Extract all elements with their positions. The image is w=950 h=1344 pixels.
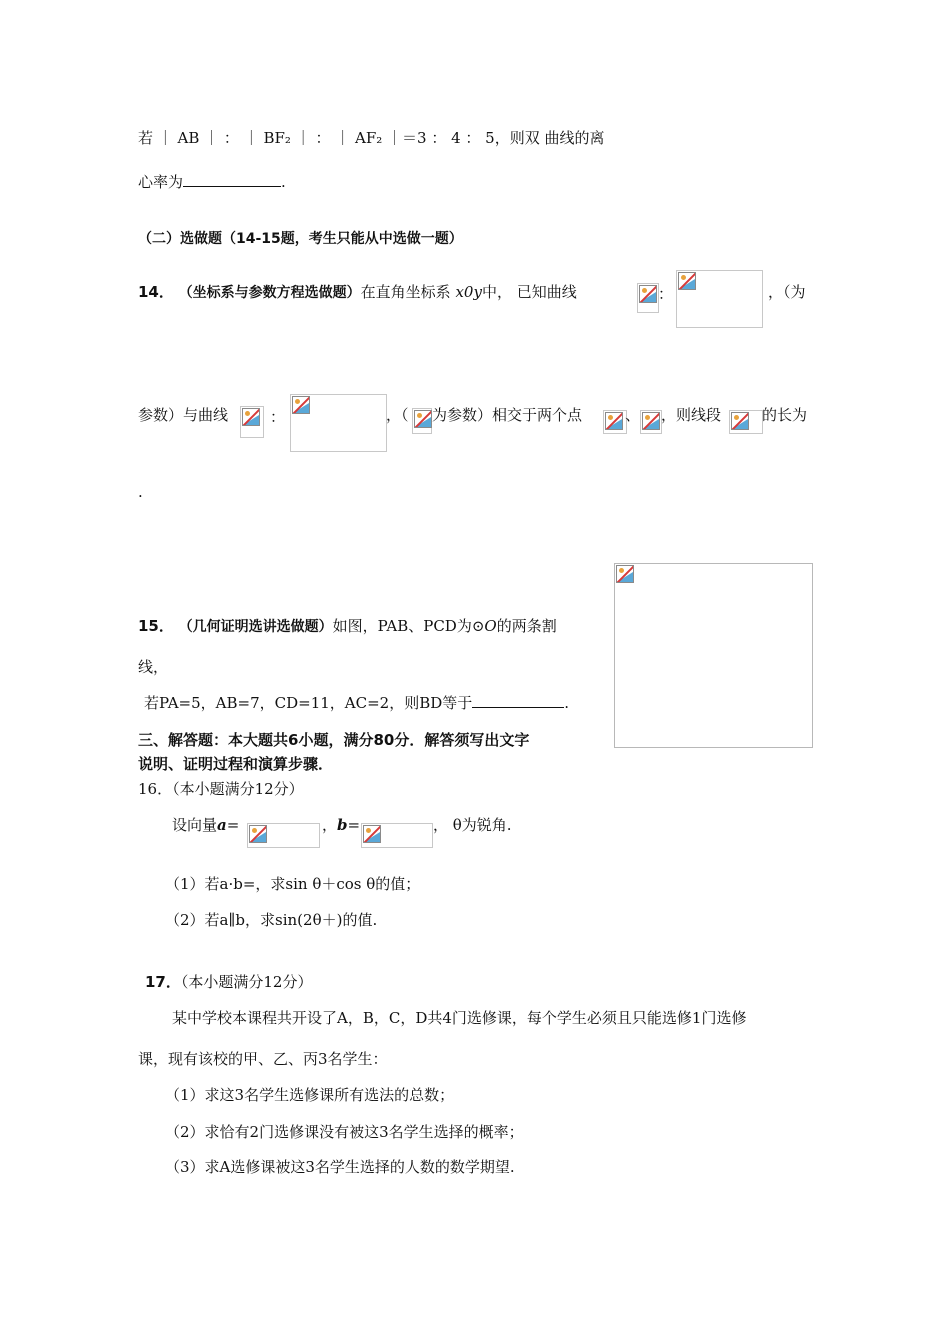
q14-line1	[138, 282, 577, 303]
q17-intro-line1: 某中学校本课程共开设了A，B，C，D共4门选修课，每个学生必须且只能选修1门选修	[172, 1009, 747, 1027]
q17-part1: （1）求这3名学生选修课所有选法的总数；	[165, 1086, 455, 1104]
formula-image-icon	[676, 270, 763, 328]
q15-line3	[144, 692, 569, 713]
formula-image-icon	[361, 823, 433, 848]
q15-number: 15．	[138, 617, 174, 635]
formula-image-icon	[240, 406, 264, 438]
q15-line1	[138, 616, 557, 637]
q14-text6: ，则线段	[661, 406, 722, 424]
q14-text7: 的长为	[762, 406, 808, 424]
q15-text2: 的两条割	[496, 617, 557, 635]
q14-text1: 在直角坐标系	[360, 283, 451, 301]
formula-image-icon	[247, 823, 320, 848]
formula-image-icon	[290, 394, 387, 452]
q14-text3: ，（为	[768, 283, 806, 301]
q17-intro-line2: 课，现有该校的甲、乙、丙3名学生：	[138, 1050, 388, 1068]
q15-suffix: .	[564, 694, 570, 712]
q13-answer-suffix: .	[281, 173, 286, 191]
figure-image-icon	[614, 563, 813, 748]
q16-part1: （1）若a·b=，求sin θ＋cos θ的值；	[165, 875, 421, 893]
q16-intro-suffix: ， θ为锐角.	[433, 816, 512, 834]
formula-image-icon	[412, 408, 432, 434]
q15-circle-label: O	[484, 617, 497, 635]
q14-text5: 为参数）相交于两个点	[432, 406, 583, 424]
formula-image-icon	[603, 410, 627, 434]
q14-colon1: ：	[658, 285, 674, 303]
q17-number: 17．	[145, 973, 181, 991]
q13-line1	[138, 128, 604, 148]
q13-answer-prefix: 心率为	[138, 173, 184, 191]
q17-header	[145, 972, 312, 992]
formula-image-icon	[637, 283, 659, 313]
q15-text1: 如图，PAB、PCD为⊙	[332, 617, 485, 635]
vector-a-label: a	[217, 816, 227, 834]
section3-heading-line1: 三、解答题：本大题共6小题，满分80分．解答须写出文字	[138, 731, 530, 749]
q16-intro-prefix: 设向量	[172, 816, 218, 834]
q14-number: 14．	[138, 283, 174, 301]
answer-blank[interactable]	[183, 171, 281, 187]
q16-part2: （2）若a∥b，求sin(2θ＋)的值.	[165, 911, 378, 929]
q14-sep1: 、	[625, 406, 641, 424]
q14-text4: 参数）与曲线	[138, 406, 229, 424]
q16-intro	[172, 815, 239, 835]
q14-text2: 中， 已知曲线	[481, 283, 577, 301]
q16-header: 16．（本小题满分12分）	[138, 780, 304, 798]
q13-ratio-text: 若 ｜ AB ｜ ： ｜ BF₂ ｜ ： ｜ AF₂ ｜＝3 ： 4 ： 5，则双 曲线的离	[138, 129, 605, 147]
section2-heading: （二）选做题（14-15题，考生只能从中选做一题）	[138, 231, 463, 247]
q14-coord: x0y	[455, 283, 482, 301]
q17-part3: （3）求A选修课被这3名学生选择的人数的数学期望.	[165, 1158, 515, 1176]
q13-line2	[138, 171, 286, 192]
q17-score: （本小题满分12分）	[180, 973, 313, 991]
q14-colon2: ：	[270, 408, 286, 426]
q15-line2: 线，	[138, 658, 169, 676]
q16-sep: ，	[322, 816, 338, 834]
formula-image-icon	[640, 410, 662, 434]
q16-eq-a: =	[226, 816, 240, 834]
q16-mid	[322, 815, 360, 835]
formula-image-icon	[729, 410, 763, 434]
section3-heading-line2: 说明、证明过程和演算步骤．	[138, 755, 334, 773]
q15-tag: （几何证明选讲选做题）	[178, 619, 333, 635]
q14-comma: ，（	[386, 406, 409, 424]
q14-tag: （坐标系与参数方程选做题）	[178, 285, 361, 301]
q14-end: .	[138, 483, 143, 501]
q16-eq-b: =	[347, 816, 361, 834]
q17-part2: （2）求恰有2门选修课没有被这3名学生选择的概率；	[165, 1123, 524, 1141]
q15-question: 若PA=5，AB=7，CD=11，AC=2，则BD等于	[144, 694, 473, 712]
vector-b-label: b	[337, 816, 348, 834]
answer-blank[interactable]	[472, 692, 564, 708]
